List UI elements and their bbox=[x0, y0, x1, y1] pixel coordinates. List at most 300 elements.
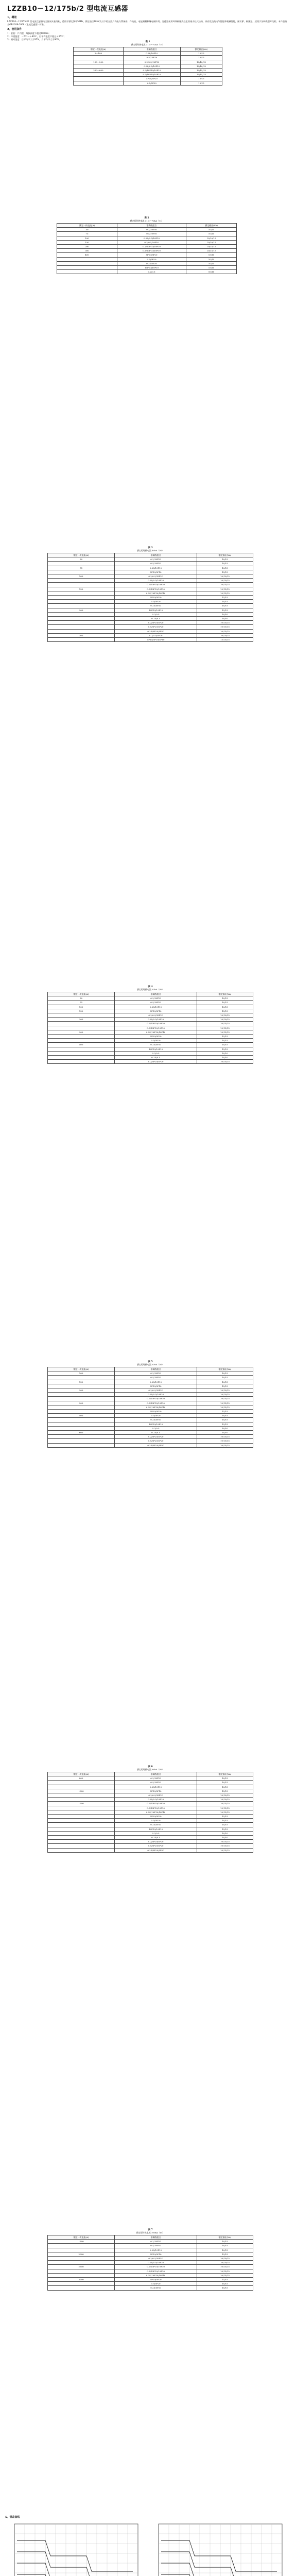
table-cell: 0.5/10P10/10P10 bbox=[115, 2269, 197, 2273]
table-row bbox=[48, 1823, 253, 1827]
table-cell: 0.2/0.5 bbox=[115, 1426, 197, 1430]
table-cell: 10/10/15 bbox=[186, 236, 237, 240]
spec-table bbox=[73, 47, 222, 86]
table-cell: 0.2/10P10 bbox=[115, 557, 197, 562]
table-cell: 10/10 bbox=[197, 1831, 253, 1835]
table-cell: 10/10/15 bbox=[197, 1018, 253, 1022]
table-caption: 表 5 bbox=[148, 1361, 153, 1363]
table-cell: 50 bbox=[48, 996, 115, 1001]
table-cell: 15/15 bbox=[197, 1410, 253, 1414]
table-cell: 150～200 bbox=[74, 60, 124, 64]
table-row bbox=[48, 2240, 253, 2244]
spec-table bbox=[47, 553, 253, 642]
table-cell: 10/15 bbox=[197, 1380, 253, 1384]
table-cell: 15/15 bbox=[197, 1047, 253, 1051]
overview-text: LZZB10－12/175b/2 型电流互感器为全封闭支柱结构，适用于额定频率50Hz、额定电压10kV及以下的交流户内电力系统中，作电流、电能测量和继电保护用。互感器采用环氧树脂浇注全封闭支柱式结构，具有优良的电气性能和机械性能，耐污秽、耐潮湿，适用于各种类型开关柜。本产品符合GB1208-2006《电流互感器》标准。 bbox=[7, 20, 287, 26]
table-cell: 0.5/5P20 bbox=[115, 1039, 197, 1043]
table-cell: 400 bbox=[48, 1043, 115, 1047]
table-cell: 15/15 bbox=[197, 1815, 253, 1819]
table-row bbox=[48, 1785, 253, 1789]
table-cell: 0.2/0.5 bbox=[115, 1831, 197, 1835]
table-cell bbox=[48, 2269, 115, 2273]
table-cell: 300 bbox=[57, 249, 117, 253]
table-subtitle: 额定短时热电流 63kA（4s） bbox=[136, 988, 164, 991]
table-row bbox=[48, 1030, 253, 1034]
table-caption: 表 4 bbox=[148, 986, 153, 988]
table-cell: 15/15 bbox=[197, 596, 253, 600]
table-cell: 10/15/15 bbox=[197, 1405, 253, 1409]
table-row bbox=[57, 270, 237, 274]
table-cell: 15/15 bbox=[197, 1384, 253, 1388]
table-cell: 1000 bbox=[48, 1789, 115, 1793]
table-cell: 0.2S/5P20 bbox=[115, 1043, 197, 1047]
table-cell: 15/15 bbox=[197, 1035, 253, 1039]
table-cell: 0.2S/10P10 bbox=[115, 566, 197, 570]
table-row bbox=[48, 1393, 253, 1397]
table-row bbox=[48, 583, 253, 587]
table-cell: 800 bbox=[48, 1776, 115, 1781]
table-cell: 0.2/10P10/10P10 bbox=[117, 245, 186, 249]
column-header: 准确级组合 bbox=[115, 992, 197, 996]
table-cell bbox=[48, 1056, 115, 1060]
table-cell: 10/15 bbox=[197, 1776, 253, 1781]
table-cell: 10/10/15 bbox=[197, 574, 253, 579]
table-cell bbox=[48, 570, 115, 574]
table-cell: 15/15/15 bbox=[197, 638, 253, 642]
table-cell: 0.2S/10P10/10P10 bbox=[115, 591, 197, 595]
table-row bbox=[74, 81, 222, 85]
table-row bbox=[48, 587, 253, 591]
table-row bbox=[57, 261, 237, 265]
table-subtitle: 额定短时热电流 31.5～72kA（1s） bbox=[130, 219, 164, 222]
table-cell: 250～600 bbox=[74, 69, 124, 73]
table-header-row bbox=[48, 2235, 253, 2240]
table-cell: 5P20/5P20 bbox=[115, 596, 197, 600]
table-cell: 10/15/15 bbox=[197, 1806, 253, 1810]
table-cell bbox=[48, 629, 115, 633]
table-cell bbox=[48, 621, 115, 625]
table-cell: 10/10 bbox=[197, 612, 253, 616]
table-row bbox=[57, 249, 237, 253]
error-curves bbox=[5, 2514, 291, 2576]
table-cell: 15/15 bbox=[197, 1422, 253, 1426]
table-cell: 10/10/15 bbox=[186, 240, 237, 244]
table-cell: 5P10/5P10 bbox=[115, 1009, 197, 1013]
column-header: 额定输出(VA) bbox=[186, 224, 237, 228]
spec-table-1 bbox=[73, 40, 222, 86]
table-cell bbox=[48, 2282, 115, 2286]
table-cell bbox=[48, 1798, 115, 1802]
table-row bbox=[48, 1060, 253, 1064]
table-cell bbox=[48, 1405, 115, 1409]
table-cell: 10/10/15 bbox=[197, 1013, 253, 1018]
table-cell: 10/15/15 bbox=[186, 245, 237, 249]
table-row bbox=[48, 1376, 253, 1380]
table-cell: 200 bbox=[57, 245, 117, 249]
table-cell: 10/15/15 bbox=[197, 1026, 253, 1030]
table-cell: 10/15/15 bbox=[197, 1443, 253, 1447]
table-cell: 10/15 bbox=[186, 261, 237, 265]
table-cell: 0.2S/0.5/10P10 bbox=[117, 236, 186, 240]
table-cell: 10/15/15 bbox=[197, 587, 253, 591]
table-row bbox=[48, 1443, 253, 1447]
table-cell: 0.2/10P10 bbox=[115, 2240, 197, 2244]
table-cell: 10/15 bbox=[197, 1418, 253, 1422]
table-cell: 10/15 bbox=[197, 996, 253, 1001]
table-header-row bbox=[48, 992, 253, 996]
table-cell: 0.2S/5P20/5P20 bbox=[115, 1848, 197, 1852]
spec-table-7 bbox=[47, 2228, 253, 2291]
table-cell: 0.2S/5P20 bbox=[115, 1418, 197, 1422]
table-cell bbox=[48, 1051, 115, 1055]
table-cell: 0.2S/0.5 bbox=[115, 617, 197, 621]
table-cell: 0.2/0.5 bbox=[117, 270, 186, 274]
table-row bbox=[74, 69, 222, 73]
curves-heading: 5、误差曲线 bbox=[5, 2516, 20, 2519]
table-cell: 0.2/0.5/10P10 bbox=[115, 1013, 197, 1018]
table-cell: 15/15 bbox=[197, 1009, 253, 1013]
table-cell: 15/15 bbox=[197, 2278, 253, 2282]
table-row bbox=[48, 1840, 253, 1844]
table-cell: 0.5/5P20/5P20 bbox=[115, 1439, 197, 1443]
table-row bbox=[57, 266, 237, 270]
column-header: 额定输出(VA) bbox=[197, 992, 253, 996]
spec-table bbox=[57, 223, 237, 274]
table-cell bbox=[74, 73, 124, 77]
table-cell: 15/15 bbox=[197, 2252, 253, 2256]
table-cell: 5P10/5P10/5P10 bbox=[115, 638, 197, 642]
table-row bbox=[57, 232, 237, 236]
table-cell: 150 bbox=[48, 1380, 115, 1384]
curve-chart-left bbox=[14, 2524, 138, 2576]
table-cell bbox=[48, 583, 115, 587]
table-cell: 0.2S/10P10 bbox=[115, 1005, 197, 1009]
table-cell: 0.2S/0.5/10P10 bbox=[115, 579, 197, 583]
table-cell: 5P20/5P20 bbox=[123, 77, 180, 81]
table-cell: 5P10/5P10 bbox=[115, 570, 197, 574]
table-row bbox=[48, 1043, 253, 1047]
table-cell: 10/15/15 bbox=[197, 1022, 253, 1026]
table-cell: 10/10/15 bbox=[197, 2261, 253, 2265]
table-cell bbox=[48, 1013, 115, 1018]
table-cell: 15/15 bbox=[186, 266, 237, 270]
table-cell: 10/15/15 bbox=[197, 1802, 253, 1806]
table-cell: 10/15/15 bbox=[197, 583, 253, 587]
conditions-heading: 2、使用条件 bbox=[7, 28, 22, 31]
table-cell: 5～100 bbox=[74, 52, 124, 56]
table-cell: 10P10/10P10 bbox=[115, 608, 197, 612]
table-row bbox=[48, 1039, 253, 1043]
table-cell: 0.2/0.5/5P20 bbox=[115, 633, 197, 637]
table-row bbox=[48, 608, 253, 612]
table-row bbox=[48, 612, 253, 616]
table-cell: 0.5/5P20 bbox=[115, 600, 197, 604]
table-cell: 50 bbox=[57, 228, 117, 232]
table-cell bbox=[48, 1426, 115, 1430]
table-row bbox=[48, 1776, 253, 1781]
table-caption: 表 2 bbox=[144, 217, 149, 219]
table-cell: 0.2/10P10 bbox=[117, 228, 186, 232]
table-row bbox=[48, 633, 253, 637]
table-subtitle: 额定短时热电流 31.5～72kA（1s） bbox=[131, 43, 165, 46]
column-header: 额定一次电流(A) bbox=[57, 224, 117, 228]
table-row bbox=[48, 604, 253, 608]
table-cell: 3000 bbox=[48, 2278, 115, 2282]
table-cell: 10/15 bbox=[180, 56, 222, 60]
table-cell: 10P10/10P10 bbox=[115, 1422, 197, 1426]
table-cell: 10/10 bbox=[197, 1431, 253, 1435]
table-cell: 10/15/15 bbox=[197, 1401, 253, 1405]
table-cell bbox=[48, 625, 115, 629]
table-row bbox=[48, 1819, 253, 1823]
table-cell: 0.2/0.5/10P10 bbox=[117, 240, 186, 244]
table-cell: 0.5/5P20 bbox=[123, 81, 180, 85]
table-cell: 10/10/15 bbox=[197, 579, 253, 583]
table-cell: 10/10 bbox=[197, 1426, 253, 1430]
table-row bbox=[48, 1380, 253, 1384]
table-cell bbox=[48, 612, 115, 616]
table-cell: 0.5/10P10/10P10 bbox=[117, 249, 186, 253]
table-cell: 10/10/15 bbox=[197, 633, 253, 637]
table-row bbox=[48, 600, 253, 604]
table-row bbox=[48, 996, 253, 1001]
table-cell: 75 bbox=[48, 1001, 115, 1005]
table-cell: 0.2S/5P20 bbox=[115, 2286, 197, 2290]
table-row bbox=[74, 60, 222, 64]
table-cell: 10/10/15 bbox=[197, 1393, 253, 1397]
table-cell: 0.2/10P10/10P10 bbox=[115, 1022, 197, 1026]
table-row bbox=[48, 1810, 253, 1814]
table-cell: 10/15/15 bbox=[197, 1840, 253, 1844]
table-row bbox=[48, 1806, 253, 1810]
table-cell bbox=[48, 1060, 115, 1064]
table-cell: 10P10/10P10 bbox=[115, 1827, 197, 1831]
table-cell: 10/15 bbox=[197, 1819, 253, 1823]
table-row bbox=[48, 1836, 253, 1840]
spec-table bbox=[47, 992, 253, 1064]
table-row bbox=[48, 557, 253, 562]
table-row bbox=[48, 1815, 253, 1819]
table-cell: 10/15/15 bbox=[197, 1439, 253, 1443]
table-cell: 5P20/5P20 bbox=[115, 1815, 197, 1819]
table-row bbox=[74, 52, 222, 56]
table-row bbox=[48, 1035, 253, 1039]
table-row bbox=[48, 570, 253, 574]
table-cell bbox=[48, 1022, 115, 1026]
table-row bbox=[48, 1018, 253, 1022]
table-cell bbox=[48, 579, 115, 583]
table-cell: 5P10/5P10 bbox=[115, 1384, 197, 1388]
table-cell bbox=[48, 1844, 115, 1848]
table-cell: 0.2S/10P10/10P10 bbox=[115, 1030, 197, 1034]
table-row bbox=[48, 562, 253, 566]
table-row bbox=[48, 625, 253, 629]
table-row bbox=[48, 591, 253, 595]
intro-section bbox=[7, 14, 288, 41]
table-row bbox=[48, 1844, 253, 1848]
spec-table-2 bbox=[57, 216, 237, 274]
table-row bbox=[48, 1435, 253, 1439]
table-row bbox=[48, 1397, 253, 1401]
table-cell: 0.2S/10P10/10P10 bbox=[115, 1810, 197, 1814]
table-row bbox=[74, 73, 222, 77]
table-cell: 50 bbox=[48, 557, 115, 562]
table-cell: 10/10/15 bbox=[197, 1388, 253, 1393]
condition-1: 1）安装：户内型，海拔高度不超过1000m； bbox=[7, 32, 51, 35]
table-cell: 0.2S/5P20/5P20 bbox=[115, 1443, 197, 1447]
column-header: 额定一次电流(A) bbox=[74, 47, 124, 52]
table-cell: 1500 bbox=[48, 2240, 115, 2244]
table-cell: 0.2/10P10/10P10 bbox=[115, 2265, 197, 2269]
table-row bbox=[48, 1001, 253, 1005]
table-cell: 5P20/5P20 bbox=[115, 1035, 197, 1039]
table-cell: 0.5/10P10 bbox=[115, 562, 197, 566]
table-cell bbox=[48, 1384, 115, 1388]
curve-chart-right bbox=[159, 2524, 282, 2576]
table-subtitle: 额定短时热电流 80kA（4s） bbox=[136, 1768, 164, 1771]
table-row bbox=[74, 64, 222, 68]
table-cell: 0.2/0.5 bbox=[115, 1051, 197, 1055]
table-cell: 10/15/15 bbox=[197, 629, 253, 633]
table-cell: 10/15 bbox=[197, 2286, 253, 2290]
table-cell bbox=[48, 1376, 115, 1380]
table-cell bbox=[48, 1831, 115, 1835]
table-cell: 0.5/5P20 bbox=[117, 257, 186, 261]
table-cell: 5P20/5P20 bbox=[115, 2278, 197, 2282]
table-cell: 200 bbox=[48, 1018, 115, 1022]
column-header: 额定一次电流(A) bbox=[48, 2235, 115, 2240]
table-cell: 10/15/15 bbox=[197, 621, 253, 625]
table-cell: 0.5/10P10 bbox=[115, 1376, 197, 1380]
table-cell: 15/15 bbox=[197, 570, 253, 574]
table-header-row bbox=[57, 224, 237, 228]
table-cell: 10/15 bbox=[197, 600, 253, 604]
table-row bbox=[48, 1439, 253, 1443]
table-cell bbox=[48, 591, 115, 595]
table-row bbox=[48, 1384, 253, 1388]
table-cell: 150 bbox=[48, 587, 115, 591]
table-cell: 10/10 bbox=[197, 1836, 253, 1840]
table-row bbox=[48, 2278, 253, 2282]
table-cell: 10/15 bbox=[197, 1371, 253, 1376]
table-cell: 10/15 bbox=[186, 257, 237, 261]
table-row bbox=[57, 245, 237, 249]
table-cell: 0.2/5P20/5P20 bbox=[115, 1840, 197, 1844]
spec-table-5 bbox=[47, 1360, 253, 1448]
table-cell bbox=[48, 596, 115, 600]
table-cell: 10/15 bbox=[197, 566, 253, 570]
table-cell: 10/10 bbox=[186, 270, 237, 274]
error-curve-graphs bbox=[5, 2520, 291, 2576]
spec-table-3 bbox=[47, 546, 253, 642]
table-cell: 0.2S/10P10 bbox=[115, 1785, 197, 1789]
table-row bbox=[48, 1831, 253, 1835]
table-cell: 2500 bbox=[48, 2265, 115, 2269]
table-cell: 300 bbox=[48, 1030, 115, 1034]
table-header-row bbox=[48, 553, 253, 557]
table-cell: 10/15/15 bbox=[197, 1848, 253, 1852]
table-row bbox=[48, 1051, 253, 1055]
table-row bbox=[48, 1005, 253, 1009]
table-row bbox=[48, 617, 253, 621]
table-cell bbox=[48, 1810, 115, 1814]
table-cell: 10/15/15 bbox=[180, 69, 222, 73]
table-cell: 10/15 bbox=[197, 557, 253, 562]
column-header: 准确级组合 bbox=[115, 553, 197, 557]
table-cell: 75 bbox=[48, 566, 115, 570]
table-cell bbox=[48, 1836, 115, 1840]
column-header: 额定一次电流(A) bbox=[48, 992, 115, 996]
table-cell bbox=[48, 1393, 115, 1397]
table-cell: 10/15 bbox=[197, 2282, 253, 2286]
table-cell: 0.5/5P20 bbox=[115, 2282, 197, 2286]
table-cell: 10/15 bbox=[197, 604, 253, 608]
spec-table-6 bbox=[47, 1765, 253, 1853]
table-row bbox=[48, 566, 253, 570]
table-row bbox=[48, 1371, 253, 1376]
table-cell: 10/15 bbox=[197, 2248, 253, 2252]
column-header: 额定输出(VA) bbox=[180, 47, 222, 52]
table-cell: 0.2S/0.5/10P10 bbox=[115, 1018, 197, 1022]
table-cell: 0.2/5P20/5P20 bbox=[115, 1435, 197, 1439]
table-cell bbox=[48, 1026, 115, 1030]
table-caption: 表 3 bbox=[148, 547, 153, 549]
column-header: 额定输出(VA) bbox=[197, 2235, 253, 2240]
table-cell: 200 bbox=[48, 608, 115, 612]
table-cell: 0.2S/0.5/10P10 bbox=[115, 1393, 197, 1397]
table-cell: 0.2/10P10 bbox=[115, 1371, 197, 1376]
table-cell: 0.2S/10P10 bbox=[123, 52, 180, 56]
table-cell: 10/15/15 bbox=[197, 1435, 253, 1439]
table-cell: 0.5/10P10 bbox=[117, 232, 186, 236]
table-cell: 0.2S/0.5 bbox=[115, 1431, 197, 1435]
table-cell: 10/15/15 bbox=[197, 1030, 253, 1034]
table-cell: 10/15/15 bbox=[197, 1397, 253, 1401]
table-row bbox=[48, 1798, 253, 1802]
table-cell bbox=[48, 1785, 115, 1789]
column-header: 额定一次电流(A) bbox=[48, 553, 115, 557]
table-row bbox=[48, 1793, 253, 1798]
table-cell: 5P10/5P10 bbox=[115, 1789, 197, 1793]
table-cell: 10/15/15 bbox=[186, 249, 237, 253]
table-cell bbox=[48, 1840, 115, 1844]
table-cell: 0.2S/10P10/10P10 bbox=[115, 2273, 197, 2277]
table-row bbox=[48, 621, 253, 625]
condition-3: 3）相对湿度：日平均不大于95%，月平均不大于90%。 bbox=[7, 38, 62, 41]
spec-table bbox=[47, 1772, 253, 1853]
table-row bbox=[48, 638, 253, 642]
table-cell: 10/10 bbox=[197, 1051, 253, 1055]
table-cell: 0.2/10P10/10P10 bbox=[123, 69, 180, 73]
table-cell bbox=[48, 1443, 115, 1447]
table-cell: 1200 bbox=[48, 1802, 115, 1806]
table-cell: 10/15 bbox=[180, 52, 222, 56]
table-subtitle: 额定短时热电流 40kA（4s） bbox=[136, 549, 164, 552]
column-header: 额定一次电流(A) bbox=[48, 1367, 115, 1371]
column-header: 准确级组合 bbox=[115, 1772, 197, 1776]
table-cell bbox=[48, 2257, 115, 2261]
column-header: 准确级组合 bbox=[117, 224, 186, 228]
table-cell: 0.2/10P10 bbox=[115, 1776, 197, 1781]
table-cell: 0.2S/0.5/10P10 bbox=[115, 2261, 197, 2265]
table-row bbox=[48, 1414, 253, 1418]
table-cell: 0.2S/0.5 bbox=[115, 1056, 197, 1060]
table-row bbox=[48, 1802, 253, 1806]
table-row bbox=[48, 2257, 253, 2261]
table-cell: 0.2S/0.5/10P10 bbox=[123, 64, 180, 68]
table-row bbox=[48, 2273, 253, 2277]
table-row bbox=[74, 77, 222, 81]
